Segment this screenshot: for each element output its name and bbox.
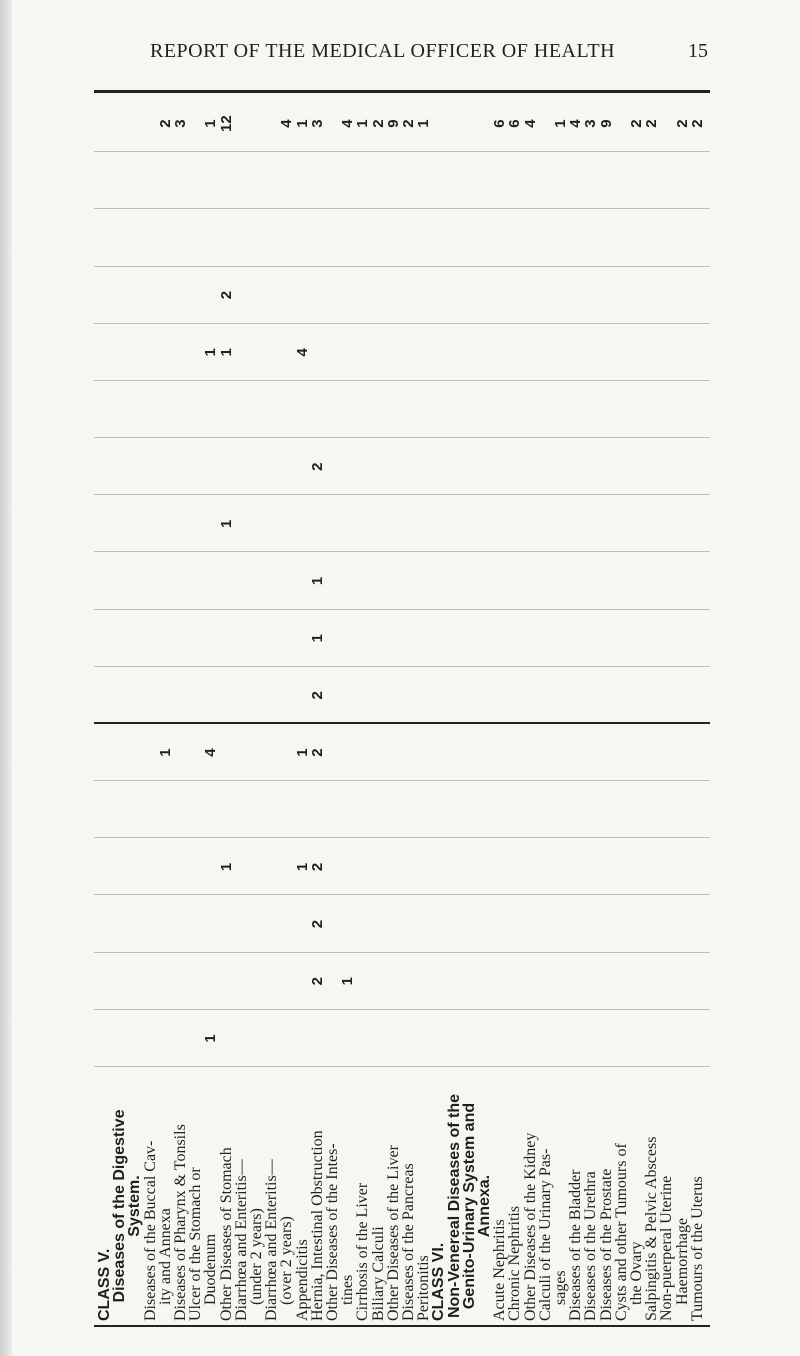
column-divider [94, 551, 710, 552]
table-cell: 2 [308, 919, 326, 929]
row-label: System. [126, 1175, 144, 1237]
row-label: ity and Annexa [156, 1208, 174, 1305]
bottom-rule [94, 1325, 710, 1327]
row-label: Other Diseases of the Intes- [324, 1143, 341, 1321]
table-cell: 2 [308, 862, 326, 872]
table-cell: 12 [217, 115, 235, 132]
row-label: Diseases of the Prostate [597, 1168, 615, 1321]
table-cell: 2 [308, 977, 326, 986]
row-label: Chronic Nephritis [506, 1205, 524, 1321]
top-rule [94, 90, 710, 93]
row-label: Haemorrhage [673, 1217, 691, 1305]
table-cell: 1 [217, 862, 235, 872]
table-cell: 2 [628, 119, 645, 128]
row-labels [94, 1070, 710, 1325]
row-label: Diseases of the Pancreas [400, 1163, 417, 1321]
column-divider [94, 266, 710, 267]
column-divider [94, 1066, 710, 1067]
column-divider [94, 494, 710, 495]
column-divider [94, 208, 710, 209]
column-divider [94, 1009, 710, 1010]
row-label: Tumours of the Uterus [688, 1176, 706, 1321]
table-cell: 9 [597, 119, 615, 128]
table-cell: 1 [552, 119, 569, 128]
row-label: the Ovary [628, 1241, 645, 1305]
row-label: Diarrhœa and Enteritis— [263, 1159, 281, 1321]
row-label: Appendicitis [293, 1239, 311, 1321]
row-label: Biliary Calculi [369, 1226, 387, 1321]
row-label: tines [339, 1274, 357, 1305]
table-cell: 3 [308, 119, 326, 128]
row-label: Cirrhosis of the Liver [354, 1182, 372, 1321]
table-cell: 9 [384, 119, 402, 128]
table-cell: 1 [202, 1034, 220, 1043]
row-label: Calculi of the Urinary Pas- [536, 1148, 554, 1321]
row-label: Diseases of the Buccal Cav- [141, 1140, 159, 1321]
table-cell: 1 [202, 348, 220, 357]
page-title: REPORT OF THE MEDICAL OFFICER OF HEALTH [150, 40, 616, 62]
row-label: Other Diseases of the Liver [384, 1145, 402, 1321]
table-cell: 1 [308, 634, 326, 643]
table-cell: 3 [172, 119, 189, 128]
row-label: Duodenum [202, 1233, 220, 1305]
table-cell: 6 [506, 119, 524, 128]
row-label: Diarrhœa and Enteritis— [232, 1159, 250, 1321]
row-label: Cysts and other Tumours of [612, 1143, 630, 1321]
table-cell: 1 [354, 119, 372, 128]
table-body [94, 95, 710, 1325]
table-cell: 2 [156, 119, 174, 128]
column-divider [94, 323, 710, 324]
column-divider [94, 437, 710, 438]
row-label: Genito-Urinary System and [460, 1102, 478, 1310]
table-cell: 4 [202, 748, 220, 757]
row-label: Diseases of the Bladder [567, 1169, 585, 1321]
table-cell: 1 [217, 348, 235, 357]
table-cell: 4 [521, 119, 539, 128]
table-cell: 2 [400, 119, 417, 128]
table-cell: 4 [567, 119, 585, 128]
page-header [0, 40, 800, 70]
row-label: Annexa. [476, 1174, 493, 1238]
table-cell: 2 [217, 290, 235, 300]
rotated-table [94, 95, 710, 1325]
table-cell: 2 [308, 462, 326, 471]
table-cell: 4 [293, 348, 311, 357]
table-cell: 2 [308, 748, 326, 757]
row-label: Salpingitis & Pelvic Abscess [643, 1136, 661, 1321]
table-cell: 2 [673, 119, 691, 128]
table-cell: 2 [369, 119, 387, 128]
value-grid [94, 95, 710, 1067]
column-divider [94, 894, 710, 895]
book-spine-shadow [0, 0, 12, 1356]
row-label: Peritonitis [415, 1255, 433, 1321]
column-divider [94, 722, 710, 724]
row-label: (under 2 years) [248, 1208, 265, 1305]
column-divider [94, 666, 710, 667]
table-cell: 1 [293, 748, 311, 757]
row-label: Diseases of the Digestive [111, 1109, 129, 1303]
table-cell: 1 [308, 576, 326, 586]
row-label: Hernia, Intestinal Obstruction [308, 1130, 326, 1321]
table-cell: 6 [491, 119, 509, 128]
table-cell: 1 [156, 748, 174, 757]
table-cell: 1 [293, 862, 311, 872]
column-divider [94, 609, 710, 610]
row-label: Acute Nephritis [491, 1219, 509, 1321]
table-cell: 1 [202, 119, 220, 128]
table-cell: 3 [582, 119, 600, 128]
column-divider [94, 151, 710, 152]
row-label: sages [552, 1270, 569, 1305]
row-label: (over 2 years) [278, 1216, 296, 1305]
row-label: Diseases of the Urethra [582, 1171, 600, 1321]
row-label: CLASS V. [96, 1248, 113, 1321]
page-number: 15 [688, 40, 708, 62]
row-label: Other Diseases of Stomach [217, 1147, 235, 1321]
table-cell: 4 [278, 119, 296, 128]
table-cell: 1 [415, 119, 433, 128]
table-cell: 2 [308, 691, 326, 700]
row-label: CLASS VI. [430, 1242, 448, 1321]
table-cell: 2 [688, 119, 706, 128]
row-label: Ulcer of the Stomach or [187, 1167, 205, 1321]
column-divider [94, 837, 710, 838]
column-divider [94, 952, 710, 953]
row-label: Diseases of Pharynx & Tonsils [172, 1124, 189, 1321]
row-label: Other Diseases of the Kidney [521, 1132, 539, 1321]
row-label: Non-puerperal Uterine [658, 1175, 676, 1321]
table-cell: 1 [339, 977, 357, 986]
column-divider [94, 380, 710, 381]
column-divider [94, 780, 710, 781]
table-cell: 1 [293, 119, 311, 128]
table-cell: 1 [217, 519, 235, 528]
row-label: Non-Venereal Diseases of the [445, 1093, 463, 1319]
table-cell: 4 [339, 119, 357, 128]
table-cell: 2 [643, 119, 661, 128]
